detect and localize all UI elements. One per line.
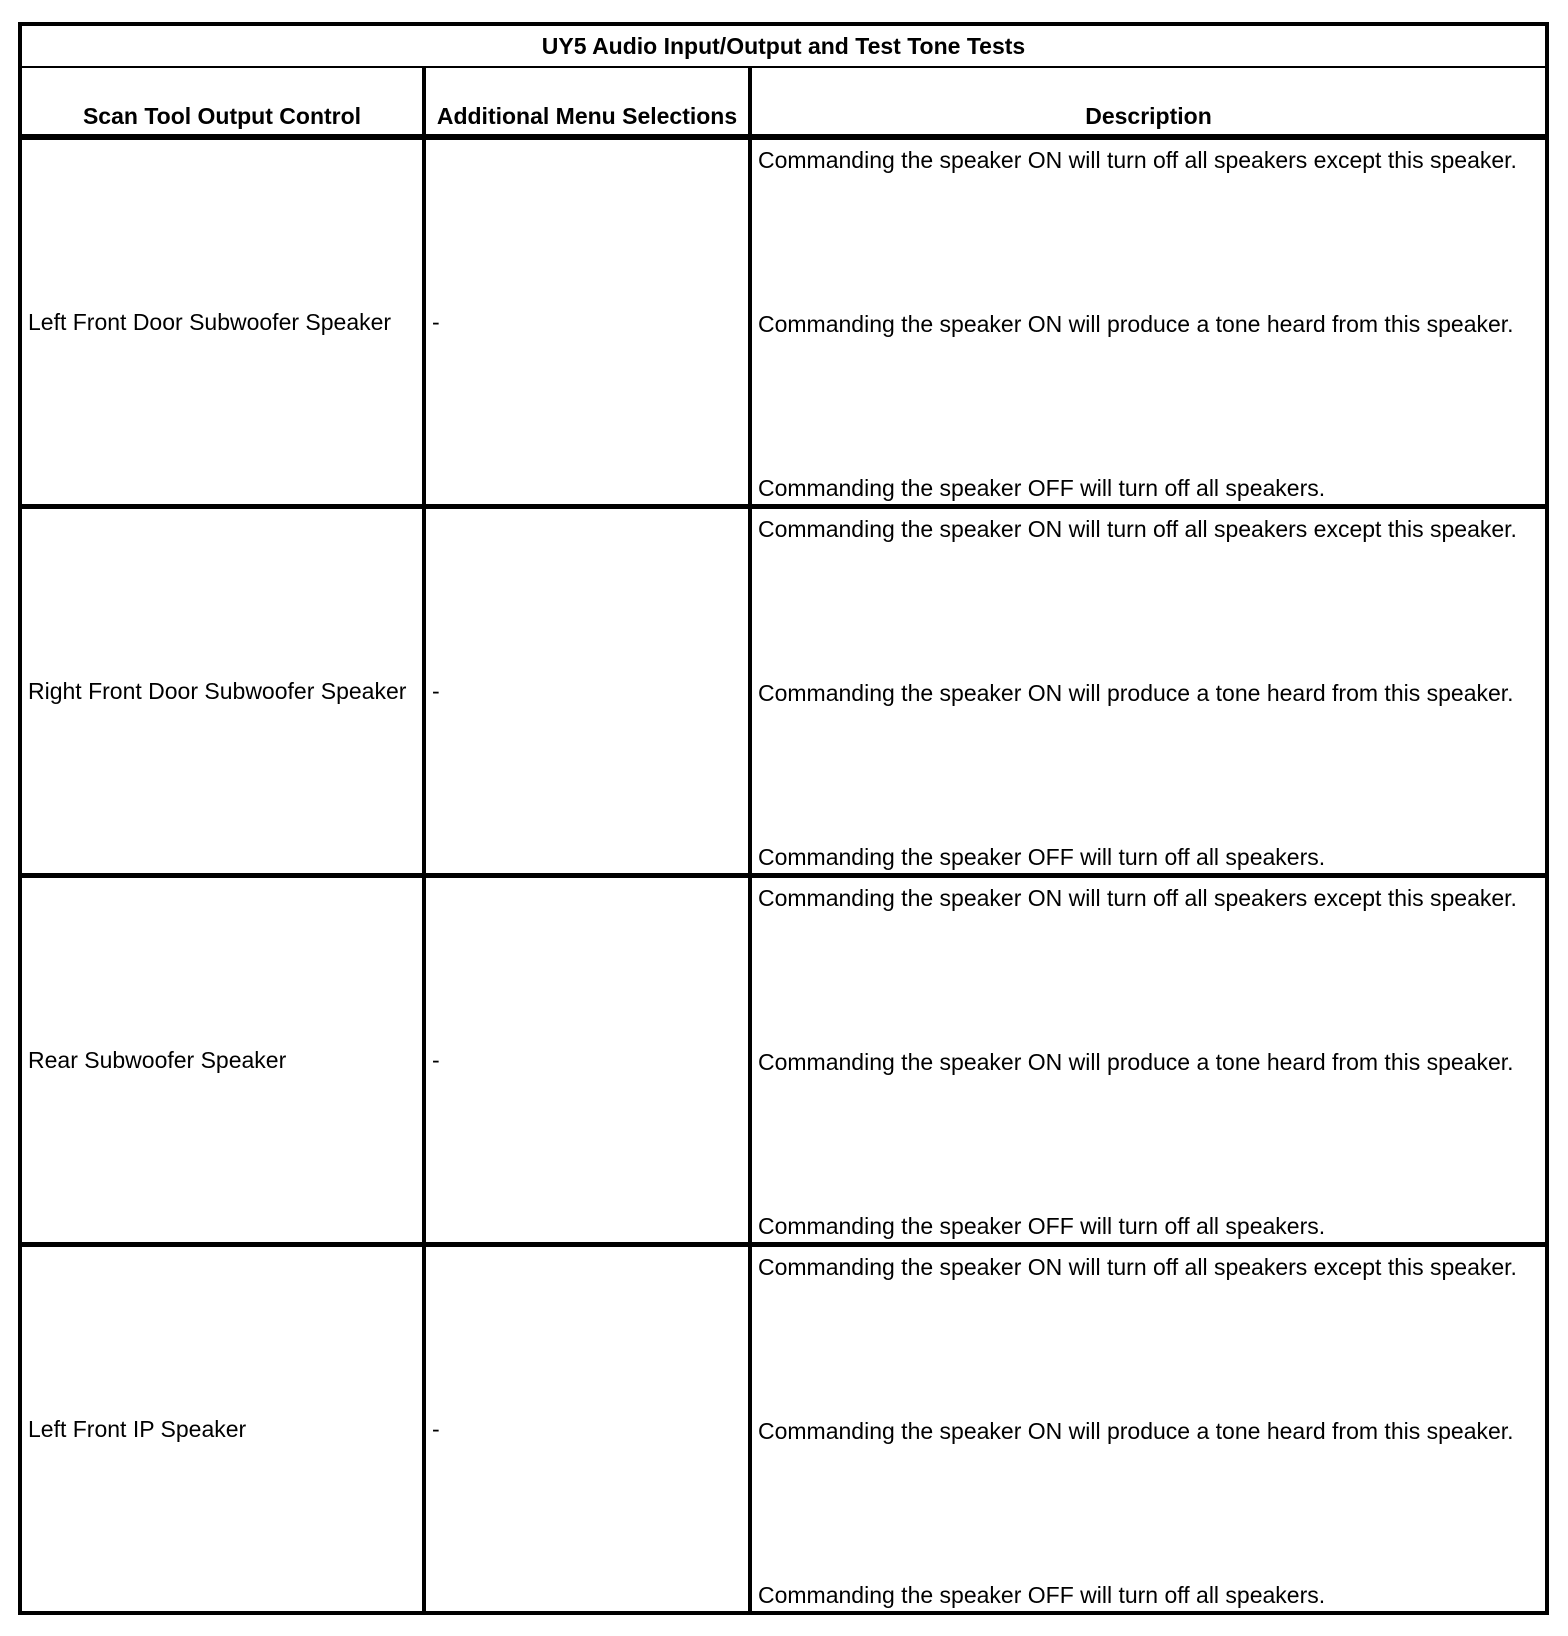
- test-tone-table: [18, 22, 1549, 1615]
- description-cell: [750, 507, 1547, 876]
- description-line: Commanding the speaker ON will produce a tone heard from this speaker.: [758, 1418, 1514, 1444]
- description-line: Commanding the speaker ON will turn off all speakers except this speaker.: [758, 516, 1517, 542]
- description-line: Commanding the speaker ON will turn off all speakers except this speaker.: [758, 885, 1517, 911]
- output-control-cell: Right Front Door Subwoofer Speaker: [20, 507, 424, 876]
- description-cell: [750, 137, 1547, 507]
- table-title: UY5 Audio Input/Output and Test Tone Tests: [20, 24, 1547, 67]
- menu-selections-cell: -: [424, 876, 750, 1245]
- description-line: Commanding the speaker ON will turn off all speakers except this speaker.: [758, 1254, 1517, 1280]
- header-description: Description: [750, 67, 1547, 137]
- header-output-control: Scan Tool Output Control: [20, 67, 424, 137]
- description-line: Commanding the speaker ON will produce a tone heard from this speaker.: [758, 1049, 1514, 1075]
- output-control-cell: Left Front IP Speaker: [20, 1245, 424, 1614]
- table-row: [20, 876, 1547, 1245]
- description-line: Commanding the speaker ON will produce a tone heard from this speaker.: [758, 311, 1514, 337]
- description-line: Commanding the speaker OFF will turn off all speakers.: [758, 475, 1326, 501]
- table-row: [20, 1245, 1547, 1614]
- title-row: [20, 24, 1547, 67]
- output-control-cell: Rear Subwoofer Speaker: [20, 876, 424, 1245]
- description-line: Commanding the speaker OFF will turn off all speakers.: [758, 1582, 1326, 1608]
- description-cell: [750, 1245, 1547, 1614]
- description-line: Commanding the speaker OFF will turn off all speakers.: [758, 844, 1326, 870]
- description-line: Commanding the speaker ON will produce a tone heard from this speaker.: [758, 680, 1514, 706]
- description-line: Commanding the speaker OFF will turn off all speakers.: [758, 1213, 1326, 1239]
- header-row: [20, 67, 1547, 137]
- menu-selections-cell: -: [424, 507, 750, 876]
- menu-selections-cell: -: [424, 137, 750, 507]
- description-cell: [750, 876, 1547, 1245]
- table-row: [20, 507, 1547, 876]
- table-row: [20, 137, 1547, 507]
- menu-selections-cell: -: [424, 1245, 750, 1614]
- header-menu-selections: Additional Menu Selections: [424, 67, 750, 137]
- output-control-cell: Left Front Door Subwoofer Speaker: [20, 137, 424, 507]
- description-line: Commanding the speaker ON will turn off all speakers except this speaker.: [758, 147, 1517, 173]
